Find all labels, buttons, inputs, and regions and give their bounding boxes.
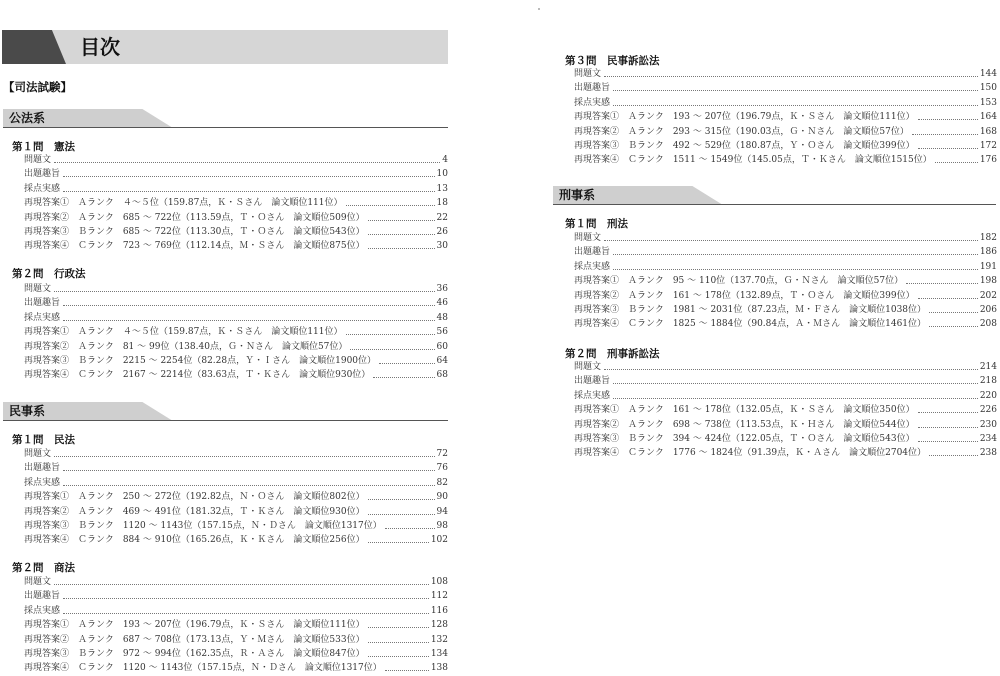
toc-entry-label: 再現答案① Ａランク 250 ～ 272位（192.82点，Ｎ・Ｏさん 論文順位802位）: [24, 492, 365, 503]
dot-leader: [54, 456, 435, 457]
toc-entry-page: 72: [436, 449, 448, 459]
dot-leader: [604, 76, 978, 77]
toc-entry-page: 112: [430, 591, 448, 602]
title-accent: [2, 30, 66, 64]
question-heading: 第１問 憲法: [12, 141, 75, 153]
category-label: 民事系: [9, 404, 46, 418]
dot-leader: [918, 441, 978, 442]
toc-entry-label: 問題文: [24, 284, 52, 294]
toc-entry-page: 202: [979, 290, 997, 301]
toc-entry-label: 再現答案③ Ｂランク 685 ～ 722位（113.30点，Ｔ・Ｏさん 論文順位543位）: [24, 227, 365, 237]
toc-entry[interactable]: [24, 195, 448, 209]
toc-entry-label: 再現答案④ Ｃランク 1120 ～ 1143位（157.15点，Ｎ・Ｄさん 論文順位1317位）: [24, 663, 382, 674]
toc-entry-page: 134: [430, 649, 448, 659]
toc-entry-page: 116: [430, 605, 448, 616]
toc-entry[interactable]: [24, 166, 448, 180]
toc-entry-page: 164: [979, 112, 997, 123]
toc-entry-page: 191: [979, 261, 997, 272]
dot-leader: [368, 499, 435, 500]
question-heading: 第３問 民事訴訟法: [565, 55, 660, 67]
toc-entry-label: 再現答案③ Ｂランク 1120 ～ 1143位（157.15点，Ｎ・Ｄさん 論文順位1317位）: [24, 521, 382, 531]
toc-entry[interactable]: [24, 603, 448, 617]
dot-leader: [604, 369, 978, 370]
dot-leader: [63, 598, 429, 599]
toc-entry-label: 再現答案② Ａランク 81 ～ 99位（138.40点，Ｇ・Ｎさん 論文順位57位）: [24, 341, 348, 352]
question-heading: 第２問 商法: [12, 562, 75, 574]
dot-leader: [368, 514, 435, 515]
toc-entry[interactable]: [24, 181, 448, 195]
dot-leader: [379, 363, 435, 364]
toc-entry-label: 再現答案② Ａランク 469 ～ 491位（181.32点，Ｔ・Ｋさん 論文順位930位）: [24, 506, 365, 517]
dot-leader: [604, 240, 978, 241]
dot-leader: [385, 670, 429, 671]
toc-entry-label: 出題趣旨: [24, 463, 61, 474]
dot-leader: [912, 134, 978, 135]
dot-leader: [350, 349, 434, 350]
dot-leader: [368, 248, 435, 249]
toc-entry-page: 176: [979, 155, 997, 166]
question-heading: 第２問 刑事訴訟法: [565, 348, 660, 360]
page-mark: [538, 8, 540, 10]
dot-leader: [346, 205, 435, 206]
toc-entry-label: 採点実感: [574, 97, 611, 108]
toc-entry[interactable]: [574, 288, 997, 302]
dot-leader: [63, 305, 435, 306]
exam-heading: 【司法試験】: [3, 80, 72, 94]
toc-entry[interactable]: [574, 244, 997, 258]
toc-entry-label: 採点実感: [24, 605, 61, 616]
dot-leader: [613, 269, 978, 270]
toc-entry[interactable]: [574, 445, 997, 459]
toc-entry[interactable]: [24, 617, 448, 631]
toc-entry-page: 138: [430, 663, 448, 674]
toc-entry-label: 再現答案① Ａランク ４～５位（159.87点，Ｋ・Ｓさん 論文順位111位）: [24, 198, 343, 209]
dot-leader: [613, 383, 978, 384]
dot-leader: [368, 542, 429, 543]
toc-entry-page: 150: [979, 83, 997, 94]
toc-entry-page: 214: [979, 362, 997, 372]
dot-leader: [63, 176, 435, 177]
toc-entry-label: 再現答案③ Ｂランク 492 ～ 529位（180.87点，Ｙ・Ｏさん 論文順位399位）: [574, 141, 915, 151]
toc-entry-page: 22: [436, 212, 448, 223]
toc-entry[interactable]: [574, 138, 997, 152]
toc-entry[interactable]: [24, 460, 448, 474]
toc-entry[interactable]: [24, 152, 448, 166]
toc-entry-label: 再現答案② Ａランク 161 ～ 178位（132.89点，Ｔ・Ｏさん 論文順位399位）: [574, 290, 915, 301]
toc-entry[interactable]: [574, 302, 997, 316]
dot-leader: [929, 326, 978, 327]
toc-entry-page: 208: [979, 319, 997, 330]
toc-entry[interactable]: [24, 475, 448, 489]
toc-entry[interactable]: [574, 95, 997, 109]
toc-entry-page: 198: [979, 276, 997, 287]
toc-entry-page: 186: [979, 247, 997, 258]
toc-entry-page: 82: [436, 477, 448, 488]
toc-entry-page: 230: [979, 419, 997, 430]
category-rule: [3, 127, 448, 128]
dot-leader: [373, 377, 434, 378]
category-keiji: [553, 186, 996, 205]
toc-entry-label: 採点実感: [574, 261, 611, 272]
toc-entry-page: 182: [979, 233, 997, 243]
toc-entry-label: 再現答案④ Ｃランク 1776 ～ 1824位（91.39点，Ｋ・Ａさん 論文順位2704位）: [574, 448, 927, 459]
dot-leader: [368, 220, 435, 221]
toc-entry[interactable]: [24, 339, 448, 353]
toc-entry-label: 問題文: [24, 449, 52, 459]
dot-leader: [929, 312, 978, 313]
dot-leader: [613, 398, 978, 399]
toc-entry[interactable]: [24, 588, 448, 602]
toc-entry[interactable]: [24, 224, 448, 238]
toc-entry-page: 226: [979, 405, 997, 416]
dot-leader: [346, 334, 435, 335]
toc-entry[interactable]: [24, 324, 448, 338]
dot-leader: [918, 119, 978, 120]
category-rule: [553, 204, 996, 205]
dot-leader: [54, 584, 429, 585]
toc-entry[interactable]: [574, 402, 997, 416]
toc-entry[interactable]: [24, 210, 448, 224]
toc-entry-label: 再現答案② Ａランク 293 ～ 315位（190.03点，Ｇ・Ｎさん 論文順位57位）: [574, 126, 909, 137]
dot-leader: [613, 254, 978, 255]
toc-entry-label: 出題趣旨: [574, 376, 611, 387]
toc-entry-page: 218: [979, 376, 997, 387]
toc-entry-page: 26: [436, 227, 448, 237]
toc-entry-page: 64: [436, 356, 448, 366]
toc-entry-label: 出題趣旨: [574, 83, 611, 94]
toc-entry-page: 153: [979, 97, 997, 108]
toc-entry-label: 再現答案③ Ｂランク 394 ～ 424位（122.05点，Ｔ・Ｏさん 論文順位543位）: [574, 434, 915, 444]
toc-entry[interactable]: [574, 66, 997, 80]
toc-entry-page: 234: [979, 434, 997, 444]
toc-entry[interactable]: [574, 273, 997, 287]
toc-entry-label: 再現答案④ Ｃランク 1511 ～ 1549位（145.05点，Ｔ・Ｋさん 論文順位1515位）: [574, 155, 932, 166]
toc-entry[interactable]: [24, 660, 448, 674]
dot-leader: [63, 613, 429, 614]
toc-entry-label: 問題文: [574, 233, 602, 243]
dot-leader: [918, 298, 978, 299]
toc-entry[interactable]: [24, 367, 448, 381]
toc-entry[interactable]: [24, 310, 448, 324]
toc-entry[interactable]: [24, 489, 448, 503]
toc-entry-page: 220: [979, 390, 997, 401]
toc-entry-page: 238: [979, 448, 997, 459]
page-title: 目次: [80, 35, 120, 59]
toc-entry[interactable]: [24, 532, 448, 546]
toc-entry-page: 90: [436, 492, 448, 503]
dot-leader: [906, 283, 978, 284]
toc-entry-label: 再現答案① Ａランク 95 ～ 110位（137.70点，Ｇ・Ｎさん 論文順位57位）: [574, 276, 904, 287]
toc-entry-page: 144: [979, 69, 997, 79]
toc-entry-label: 再現答案① Ａランク 193 ～ 207位（196.79点，Ｋ・Ｓさん 論文順位111位）: [574, 112, 915, 123]
toc-entry-page: 168: [979, 126, 997, 137]
dot-leader: [63, 485, 435, 486]
toc-entry[interactable]: [574, 359, 997, 373]
dot-leader: [613, 90, 978, 91]
toc-entry-label: 再現答案③ Ｂランク 972 ～ 994位（162.35点，Ｒ・Ａさん 論文順位847位）: [24, 649, 365, 659]
dot-leader: [54, 291, 435, 292]
toc-entry-label: 再現答案② Ａランク 698 ～ 738位（113.53点，Ｋ・Ｈさん 論文順位544位）: [574, 419, 915, 430]
toc-entry-page: 30: [436, 241, 448, 252]
dot-leader: [918, 427, 978, 428]
dot-leader: [918, 412, 978, 413]
toc-entry-label: 再現答案③ Ｂランク 2215 ～ 2254位（82.28点，Ｙ・Ｉさん 論文順位1900位）: [24, 356, 377, 366]
toc-entry[interactable]: [24, 518, 448, 532]
toc-entry-label: 採点実感: [24, 183, 61, 194]
toc-entry[interactable]: [24, 632, 448, 646]
toc-entry-page: 94: [436, 506, 448, 517]
question-heading: 第１問 民法: [12, 434, 75, 446]
toc-entry-page: 13: [436, 183, 448, 194]
toc-entry[interactable]: [574, 230, 997, 244]
toc-entry-label: 再現答案① Ａランク 161 ～ 178位（132.05点，Ｋ・Ｓさん 論文順位350位）: [574, 405, 915, 416]
question-heading: 第１問 刑法: [565, 218, 628, 230]
dot-leader: [368, 642, 429, 643]
category-label: 公法系: [9, 111, 46, 125]
toc-entry-page: 46: [436, 298, 448, 309]
toc-entry-label: 再現答案④ Ｃランク 723 ～ 769位（112.14点，Ｍ・Ｓさん 論文順位875位）: [24, 241, 365, 252]
category-minji: [3, 402, 448, 421]
toc-entry-label: 再現答案④ Ｃランク 2167 ～ 2214位（83.63点，Ｔ・Ｋさん 論文順位930位）: [24, 370, 371, 381]
toc-entry[interactable]: [24, 446, 448, 460]
category-label: 刑事系: [559, 188, 596, 202]
toc-entry[interactable]: [24, 238, 448, 252]
toc-entry-label: 採点実感: [574, 390, 611, 401]
category-koho: [3, 109, 448, 128]
toc-entry-page: 172: [979, 141, 997, 151]
toc-entry-label: 採点実感: [24, 477, 61, 488]
toc-entry-page: 128: [430, 620, 448, 631]
toc-entry-page: 36: [436, 284, 448, 294]
toc-entry-page: 18: [436, 198, 448, 209]
toc-entry[interactable]: [574, 316, 997, 330]
toc-entry[interactable]: [24, 295, 448, 309]
toc-entry-label: 出題趣旨: [574, 247, 611, 258]
toc-entry-page: 98: [436, 521, 448, 531]
toc-entry[interactable]: [24, 281, 448, 295]
toc-entry-page: 4: [442, 155, 448, 165]
toc-entry[interactable]: [574, 109, 997, 123]
toc-entry-page: 10: [436, 169, 448, 180]
toc-entry-page: 108: [430, 577, 448, 587]
dot-leader: [385, 528, 435, 529]
toc-entry-label: 問題文: [24, 577, 52, 587]
dot-leader: [63, 320, 435, 321]
toc-entry[interactable]: [574, 431, 997, 445]
toc-title-bar: [2, 30, 448, 64]
toc-entry-label: 再現答案② Ａランク 685 ～ 722位（113.59点，Ｔ・Ｏさん 論文順位509位）: [24, 212, 365, 223]
toc-entry-page: 56: [436, 327, 448, 338]
dot-leader: [929, 455, 978, 456]
toc-entry-label: 再現答案① Ａランク ４～５位（159.87点，Ｋ・Ｓさん 論文順位111位）: [24, 327, 343, 338]
toc-entry[interactable]: [24, 574, 448, 588]
toc-entry-label: 問題文: [574, 362, 602, 372]
dot-leader: [63, 191, 435, 192]
dot-leader: [918, 148, 978, 149]
toc-entry-label: 採点実感: [24, 312, 61, 323]
dot-leader: [368, 656, 429, 657]
toc-entry[interactable]: [24, 646, 448, 660]
toc-entry-page: 102: [430, 535, 448, 546]
dot-leader: [368, 627, 429, 628]
toc-entry-label: 出題趣旨: [24, 298, 61, 309]
toc-entry[interactable]: [24, 504, 448, 518]
toc-entry-label: 再現答案④ Ｃランク 1825 ～ 1884位（90.84点，Ａ・Ｍさん 論文順位1461位）: [574, 319, 927, 330]
toc-entry[interactable]: [574, 124, 997, 138]
toc-entry-label: 再現答案① Ａランク 193 ～ 207位（196.79点，Ｋ・Ｓさん 論文順位111位）: [24, 620, 365, 631]
toc-entry[interactable]: [574, 388, 997, 402]
toc-entry-label: 再現答案④ Ｃランク 884 ～ 910位（165.26点，Ｋ・Ｋさん 論文順位256位）: [24, 535, 365, 546]
toc-entry[interactable]: [574, 152, 997, 166]
toc-entry[interactable]: [574, 417, 997, 431]
toc-entry-page: 60: [436, 341, 448, 352]
toc-entry-label: 再現答案② Ａランク 687 ～ 708位（173.13点，Ｙ・Ｍさん 論文順位533位）: [24, 634, 365, 645]
dot-leader: [54, 162, 440, 163]
toc-entry[interactable]: [24, 353, 448, 367]
dot-leader: [935, 162, 978, 163]
question-heading: 第２問 行政法: [12, 268, 86, 280]
toc-entry[interactable]: [574, 80, 997, 94]
toc-entry-page: 48: [436, 312, 448, 323]
category-rule: [3, 420, 448, 421]
toc-entry-page: 68: [436, 370, 448, 381]
toc-entry-page: 132: [430, 634, 448, 645]
toc-entry-label: 再現答案③ Ｂランク 1981 ～ 2031位（87.23点，Ｍ・Ｆさん 論文順位1038位）: [574, 305, 927, 315]
toc-entry-page: 206: [979, 305, 997, 315]
toc-entry-label: 出題趣旨: [24, 591, 61, 602]
toc-entry-page: 76: [436, 463, 448, 474]
toc-entry[interactable]: [574, 373, 997, 387]
dot-leader: [368, 234, 435, 235]
dot-leader: [613, 105, 978, 106]
toc-entry-label: 出題趣旨: [24, 169, 61, 180]
toc-entry[interactable]: [574, 259, 997, 273]
dot-leader: [63, 470, 435, 471]
toc-entry-label: 問題文: [24, 155, 52, 165]
toc-entry-label: 問題文: [574, 69, 602, 79]
